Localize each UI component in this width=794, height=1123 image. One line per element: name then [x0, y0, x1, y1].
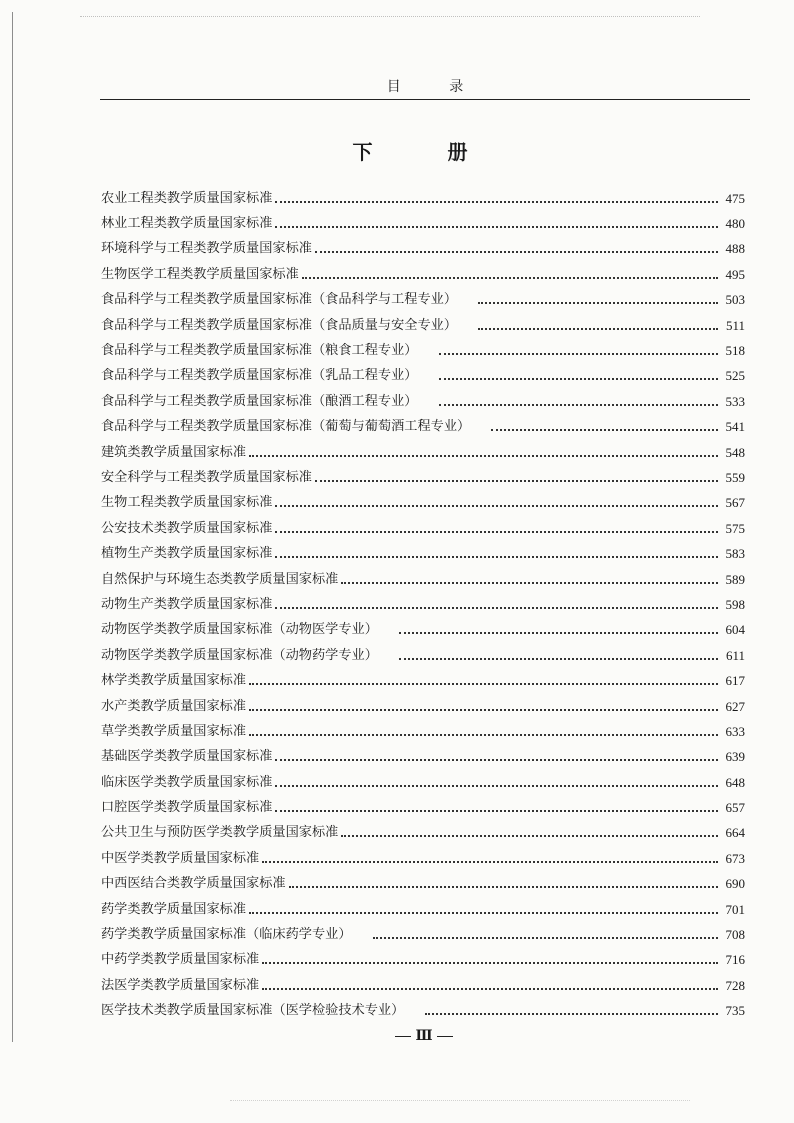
- toc-entry-page: 664: [725, 825, 745, 841]
- toc-entry-title: 食品科学与工程类教学质量国家标准（乳品工程专业）: [101, 368, 418, 384]
- toc-entry-title: 动物生产类教学质量国家标准: [101, 596, 273, 612]
- toc-leader-dots: [275, 556, 718, 558]
- toc-leader-dots: [262, 962, 718, 964]
- toc-entry-title: 医学技术类教学质量国家标准（医学检验技术专业）: [101, 1003, 405, 1019]
- toc-entry-page: 604: [725, 622, 745, 638]
- toc-entry[interactable]: [101, 846, 745, 871]
- toc-entry[interactable]: [101, 618, 745, 643]
- toc-entry[interactable]: [101, 948, 745, 973]
- toc-leader-dots: [249, 455, 718, 457]
- binding-edge: [12, 12, 13, 1042]
- toc-leader-dots: [478, 328, 718, 330]
- toc-leader-dots: [425, 1013, 718, 1015]
- toc-leader-dots: [275, 759, 718, 761]
- toc-entry-title: 中医学类教学质量国家标准: [101, 850, 260, 866]
- toc-entry-page: 559: [725, 469, 745, 485]
- toc-leader-dots: [302, 277, 718, 279]
- toc-entry[interactable]: [101, 872, 745, 897]
- toc-entry-title: 食品科学与工程类教学质量国家标准（酿酒工程专业）: [101, 393, 418, 409]
- toc-entry[interactable]: [101, 338, 745, 363]
- folio-dash-left: [395, 1036, 411, 1037]
- toc-entry-page: 541: [725, 419, 745, 435]
- toc-entry[interactable]: [101, 821, 745, 846]
- header-rule: [100, 99, 750, 100]
- toc-entry[interactable]: [101, 694, 745, 719]
- toc-entry[interactable]: [101, 541, 745, 566]
- toc-entry-title: 口腔医学类教学质量国家标准: [101, 800, 273, 816]
- toc-leader-dots: [275, 607, 718, 609]
- toc-leader-dots: [399, 658, 718, 660]
- toc-leader-dots: [341, 835, 718, 837]
- toc-entry-page: 525: [725, 368, 745, 384]
- volume-title: 下 册: [352, 140, 502, 164]
- toc-entry[interactable]: [101, 643, 745, 668]
- toc-entry[interactable]: [101, 465, 745, 490]
- toc-entry-page: 728: [725, 977, 745, 993]
- toc-entry-page: 488: [725, 241, 745, 257]
- toc-leader-dots: [275, 785, 718, 787]
- toc-leader-dots: [478, 302, 718, 304]
- toc-entry[interactable]: [101, 922, 745, 947]
- toc-entry[interactable]: [101, 719, 745, 744]
- toc-entry[interactable]: [101, 516, 745, 541]
- toc-entry-title: 水产类教学质量国家标准: [101, 698, 247, 714]
- toc-entry[interactable]: [101, 313, 745, 338]
- toc-entry[interactable]: [101, 973, 745, 998]
- toc-entry-page: 518: [725, 343, 745, 359]
- toc-leader-dots: [315, 480, 718, 482]
- toc-entry-page: 627: [725, 698, 745, 714]
- toc-entry-page: 716: [725, 952, 745, 968]
- toc-entry-page: 548: [725, 444, 745, 460]
- toc-entry-page: 701: [725, 901, 745, 917]
- toc-entry-page: 735: [725, 1003, 745, 1019]
- toc-entry-title: 生物医学工程类教学质量国家标准: [101, 266, 299, 282]
- toc-entry-page: 617: [725, 673, 745, 689]
- toc-entry-page: 475: [725, 190, 745, 206]
- toc-entry-title: 法医学类教学质量国家标准: [101, 977, 260, 993]
- toc-entry-page: 503: [725, 292, 745, 308]
- folio-dash-right: [437, 1036, 453, 1037]
- toc-entry[interactable]: [101, 262, 745, 287]
- toc-entry-page: 657: [725, 800, 745, 816]
- toc-entry-title: 环境科学与工程类教学质量国家标准: [101, 241, 312, 257]
- toc-entry[interactable]: [101, 795, 745, 820]
- toc-leader-dots: [275, 226, 718, 228]
- toc-entry[interactable]: [101, 186, 745, 211]
- toc-leader-dots: [275, 810, 718, 812]
- scan-specks-bottom: [230, 1100, 690, 1103]
- toc-entry-page: 575: [725, 520, 745, 536]
- toc-entry-page: 495: [725, 266, 745, 282]
- toc-entry-title: 植物生产类教学质量国家标准: [101, 546, 273, 562]
- toc-entry[interactable]: [101, 770, 745, 795]
- toc-leader-dots: [289, 886, 718, 888]
- toc-leader-dots: [262, 861, 718, 863]
- toc-entry-page: 639: [725, 749, 745, 765]
- toc-entry-title: 食品科学与工程类教学质量国家标准（葡萄与葡萄酒工程专业）: [101, 419, 471, 435]
- toc-entry-title: 动物医学类教学质量国家标准（动物药学专业）: [101, 647, 378, 663]
- toc-entry-page: 611: [725, 647, 745, 663]
- toc-entry[interactable]: [101, 745, 745, 770]
- toc-entry-page: 589: [725, 571, 745, 587]
- page-number: [384, 1028, 464, 1044]
- toc-entry[interactable]: [101, 211, 745, 236]
- toc-entry-title: 公共卫生与预防医学类教学质量国家标准: [101, 825, 339, 841]
- toc-entry-title: 食品科学与工程类教学质量国家标准（食品质量与安全专业）: [101, 317, 458, 333]
- toc-leader-dots: [341, 582, 718, 584]
- toc-leader-dots: [373, 937, 718, 939]
- toc-leader-dots: [491, 429, 718, 431]
- toc-entry[interactable]: [101, 567, 745, 592]
- toc-entry[interactable]: [101, 440, 745, 465]
- toc-entry-title: 药学类教学质量国家标准: [101, 901, 247, 917]
- toc-entry-title: 林业工程类教学质量国家标准: [101, 216, 273, 232]
- toc-entry[interactable]: [101, 592, 745, 617]
- toc-entry[interactable]: [101, 897, 745, 922]
- toc-entry-title: 农业工程类教学质量国家标准: [101, 190, 273, 206]
- toc-leader-dots: [275, 505, 718, 507]
- toc-entry-page: 598: [725, 596, 745, 612]
- toc-leader-dots: [399, 632, 718, 634]
- toc-entry-title: 安全科学与工程类教学质量国家标准: [101, 469, 312, 485]
- toc-entry-title: 自然保护与环境生态类教学质量国家标准: [101, 571, 339, 587]
- toc-entry-title: 中西医结合类教学质量国家标准: [101, 876, 286, 892]
- running-head: 目 录: [386, 79, 486, 95]
- toc-entry-title: 食品科学与工程类教学质量国家标准（食品科学与工程专业）: [101, 292, 458, 308]
- toc-entry-title: 食品科学与工程类教学质量国家标准（粮食工程专业）: [101, 343, 418, 359]
- toc-leader-dots: [439, 378, 719, 380]
- toc-entry-title: 中药学类教学质量国家标准: [101, 952, 260, 968]
- toc-entry-page: 708: [725, 927, 745, 943]
- table-of-contents: [101, 186, 745, 1024]
- toc-entry[interactable]: [101, 364, 745, 389]
- toc-entry-page: 511: [725, 317, 745, 333]
- toc-entry-title: 生物工程类教学质量国家标准: [101, 495, 273, 511]
- toc-entry-title: 林学类教学质量国家标准: [101, 673, 247, 689]
- toc-entry-page: 480: [725, 216, 745, 232]
- toc-entry-page: 583: [725, 546, 745, 562]
- toc-entry-title: 临床医学类教学质量国家标准: [101, 774, 273, 790]
- toc-entry[interactable]: [101, 415, 745, 440]
- toc-entry[interactable]: [101, 999, 745, 1024]
- toc-entry[interactable]: [101, 288, 745, 313]
- toc-leader-dots: [262, 988, 718, 990]
- toc-entry[interactable]: [101, 668, 745, 693]
- toc-leader-dots: [275, 201, 718, 203]
- toc-leader-dots: [249, 912, 718, 914]
- toc-leader-dots: [439, 404, 719, 406]
- toc-entry[interactable]: [101, 389, 745, 414]
- toc-entry-page: 690: [725, 876, 745, 892]
- toc-entry-page: 633: [725, 723, 745, 739]
- folio-numeral: Ⅲ: [415, 1028, 433, 1044]
- toc-entry-page: 648: [725, 774, 745, 790]
- toc-entry-title: 基础医学类教学质量国家标准: [101, 749, 273, 765]
- toc-entry-title: 建筑类教学质量国家标准: [101, 444, 247, 460]
- toc-entry-title: 动物医学类教学质量国家标准（动物医学专业）: [101, 622, 378, 638]
- toc-leader-dots: [315, 251, 718, 253]
- toc-entry[interactable]: [101, 237, 745, 262]
- toc-entry-page: 533: [725, 393, 745, 409]
- toc-entry[interactable]: [101, 491, 745, 516]
- toc-leader-dots: [249, 683, 718, 685]
- toc-leader-dots: [249, 709, 718, 711]
- toc-entry-title: 公安技术类教学质量国家标准: [101, 520, 273, 536]
- toc-entry-page: 567: [725, 495, 745, 511]
- toc-leader-dots: [439, 353, 719, 355]
- toc-entry-title: 药学类教学质量国家标准（临床药学专业）: [101, 927, 352, 943]
- toc-leader-dots: [275, 531, 718, 533]
- toc-entry-title: 草学类教学质量国家标准: [101, 723, 247, 739]
- toc-leader-dots: [249, 734, 718, 736]
- toc-entry-page: 673: [725, 850, 745, 866]
- scan-specks-top: [80, 16, 700, 21]
